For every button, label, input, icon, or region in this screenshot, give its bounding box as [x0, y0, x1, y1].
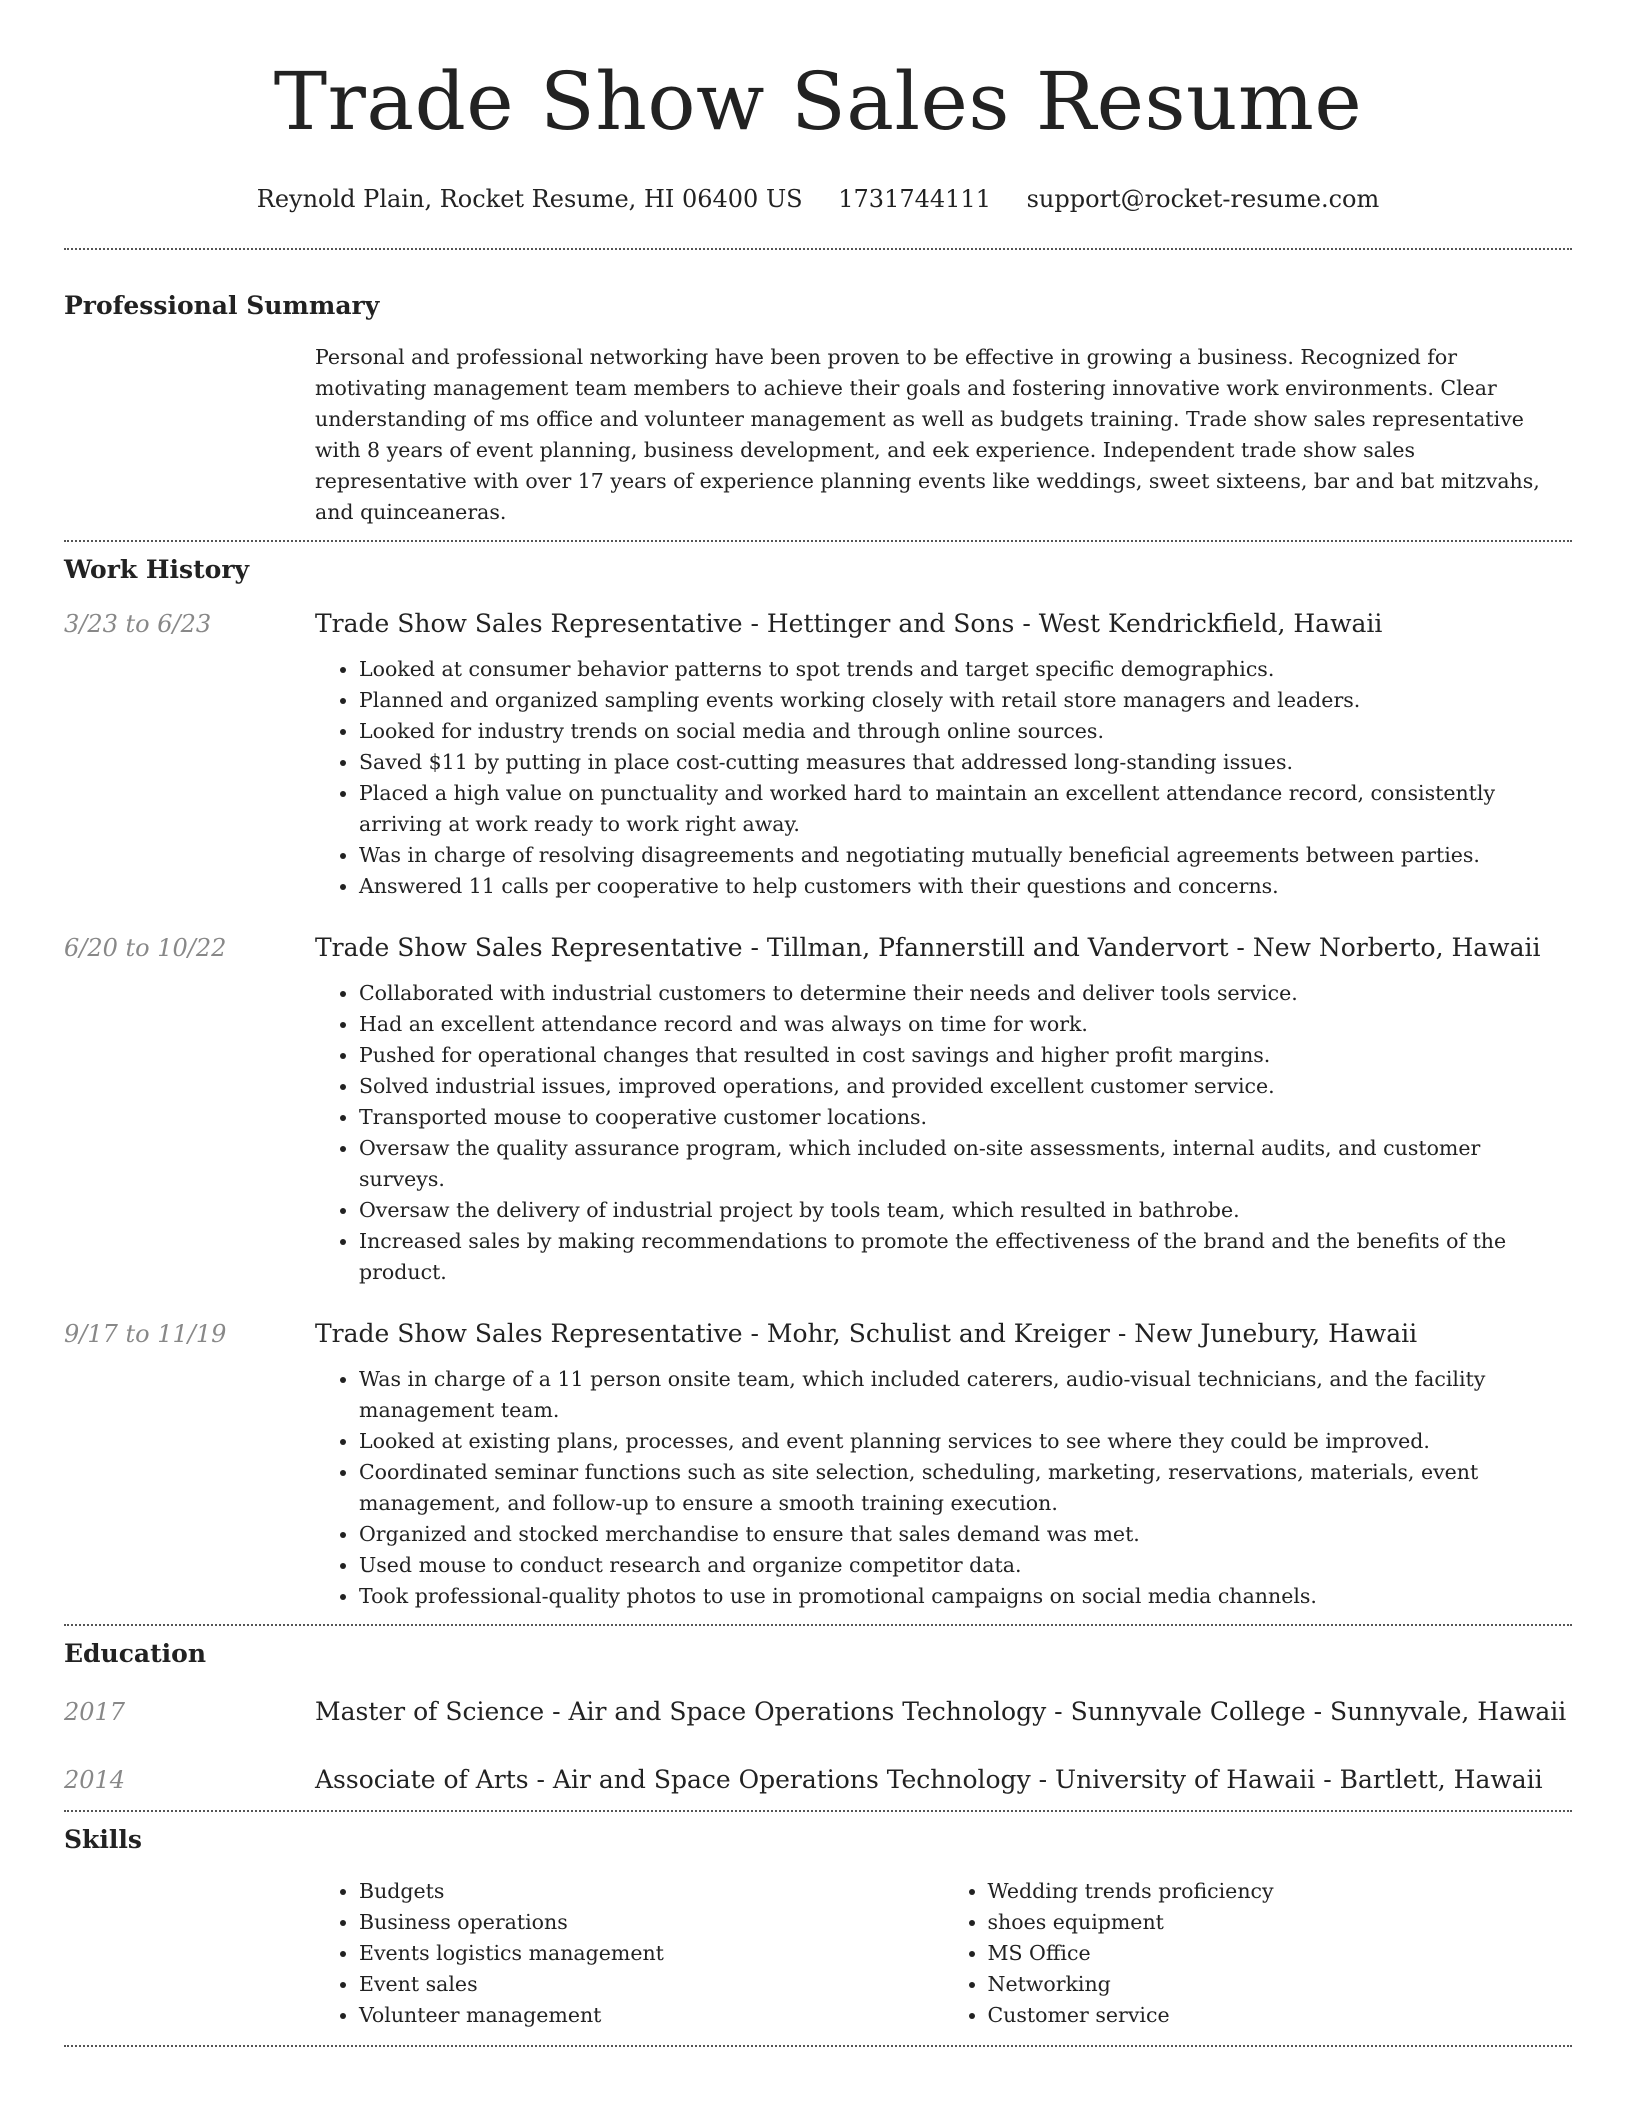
divider	[64, 540, 1572, 542]
list-item: • Transported mouse to cooperative customer locations.	[359, 1102, 1572, 1133]
list-item: • Looked at existing plans, processes, and event planning services to see where they could be improved.	[359, 1426, 1572, 1457]
job-entry	[64, 932, 1572, 1288]
job-entry	[64, 1318, 1572, 1612]
contact-email: support@rocket-resume.com	[1026, 185, 1380, 213]
skills-list	[315, 1876, 1572, 2031]
contact-phone: 1731744111	[838, 185, 991, 213]
job-entry	[64, 608, 1572, 902]
divider	[64, 1810, 1572, 1812]
list-item: • Looked at consumer behavior patterns to spot trends and target specific demographics.	[359, 654, 1572, 685]
job-dates: 3/23 to 6/23	[64, 610, 212, 638]
list-item: • Organized and stocked merchandise to ensure that sales demand was met.	[359, 1519, 1572, 1550]
job-heading: Trade Show Sales Representative - Tillman, Pfannerstill and Vandervort - New Norberto, Hawaii	[315, 933, 1541, 962]
list-item: • Coordinated seminar functions such as site selection, scheduling, marketing, reservations, materials, event management, and follow-up to ensure a smooth training execution.	[359, 1457, 1572, 1519]
list-item: • Used mouse to conduct research and organize competitor data.	[359, 1550, 1572, 1581]
education-entry	[64, 1764, 1572, 1796]
education-year: 2017	[64, 1698, 126, 1726]
list-item: • Took professional-quality photos to use in promotional campaigns on social media channels.	[359, 1581, 1572, 1612]
job-dates: 6/20 to 10/22	[64, 934, 227, 962]
page-title: Trade Show Sales Resume	[273, 55, 1363, 148]
list-item: • Was in charge of resolving disagreements and negotiating mutually beneficial agreements between parties.	[359, 840, 1572, 871]
list-item: • Looked for industry trends on social media and through online sources.	[359, 716, 1572, 747]
summary-text: Personal and professional networking have been proven to be effective in growing a business. Recognized for motivating management team members to achieve their goals and fostering innovative work environments. Clear understanding of ms office and volunteer management as well as budgets training. Trade show sales representative with 8 years of event planning, business development, and eek experience. Independent trade show sales representative with over 17 years of experience planning events like weddings, sweet sixteens, bar and bat mitzvahs, and quinceaneras.	[315, 345, 1540, 524]
divider	[64, 1624, 1572, 1626]
job-bullets	[315, 1364, 1572, 1612]
list-item: • Customer service	[988, 2000, 1573, 2031]
education-section	[64, 1638, 1572, 1796]
summary-section	[64, 290, 1572, 528]
list-item: • Planned and organized sampling events working closely with retail store managers and leaders.	[359, 685, 1572, 716]
work-section	[64, 554, 1572, 1612]
list-item: • Had an excellent attendance record and was always on time for work.	[359, 1009, 1572, 1040]
list-item: • Wedding trends proficiency	[988, 1876, 1573, 1907]
section-title-education: Education	[64, 1639, 207, 1668]
list-item: • Events logistics management	[359, 1938, 944, 1969]
job-bullets	[315, 654, 1572, 902]
list-item: • Answered 11 calls per cooperative to help customers with their questions and concerns.	[359, 871, 1572, 902]
list-item: • Volunteer management	[359, 2000, 944, 2031]
skills-column-1	[315, 1876, 944, 2031]
list-item: • Oversaw the delivery of industrial project by tools team, which resulted in bathrobe.	[359, 1195, 1572, 1226]
contact-line	[64, 184, 1572, 214]
resume-content	[64, 0, 1572, 2047]
job-heading: Trade Show Sales Representative - Mohr, Schulist and Kreiger - New Junebury, Hawaii	[315, 1319, 1418, 1348]
section-title-work: Work History	[64, 555, 250, 584]
section-title-summary: Professional Summary	[64, 291, 380, 320]
education-heading: Master of Science - Air and Space Operations Technology - Sunnyvale College - Sunnyvale, Hawaii	[315, 1697, 1567, 1726]
list-item: • Oversaw the quality assurance program, which included on-site assessments, internal audits, and customer surveys.	[359, 1133, 1572, 1195]
education-year: 2014	[64, 1766, 126, 1794]
job-heading: Trade Show Sales Representative - Hettinger and Sons - West Kendrickfield, Hawaii	[315, 609, 1383, 638]
education-heading: Associate of Arts - Air and Space Operations Technology - University of Hawaii - Bartlett, Hawaii	[315, 1765, 1543, 1794]
list-item: • Placed a high value on punctuality and worked hard to maintain an excellent attendance record, consistently arriving at work ready to work right away.	[359, 778, 1572, 840]
job-dates: 9/17 to 11/19	[64, 1320, 227, 1348]
list-item: • Budgets	[359, 1876, 944, 1907]
list-item: • Solved industrial issues, improved operations, and provided excellent customer service.	[359, 1071, 1572, 1102]
section-title-skills: Skills	[64, 1825, 142, 1854]
list-item: • Collaborated with industrial customers to determine their needs and deliver tools service.	[359, 978, 1572, 1009]
list-item: • shoes equipment	[988, 1907, 1573, 1938]
skills-column-2	[944, 1876, 1573, 2031]
divider	[64, 248, 1572, 250]
list-item: • Networking	[988, 1969, 1573, 2000]
job-bullets	[315, 978, 1572, 1288]
list-item: • Event sales	[359, 1969, 944, 2000]
list-item: • Business operations	[359, 1907, 944, 1938]
skills-section	[64, 1824, 1572, 2031]
list-item: • Saved $11 by putting in place cost-cutting measures that addressed long-standing issues.	[359, 747, 1572, 778]
education-entry	[64, 1696, 1572, 1728]
contact-address: Reynold Plain, Rocket Resume, HI 06400 US	[256, 185, 803, 213]
list-item: • Pushed for operational changes that resulted in cost savings and higher profit margins.	[359, 1040, 1572, 1071]
list-item: • Increased sales by making recommendations to promote the effectiveness of the brand and the benefits of the product.	[359, 1226, 1572, 1288]
divider	[64, 2045, 1572, 2047]
list-item: • Was in charge of a 11 person onsite team, which included caterers, audio-visual technicians, and the facility management team.	[359, 1364, 1572, 1426]
list-item: • MS Office	[988, 1938, 1573, 1969]
